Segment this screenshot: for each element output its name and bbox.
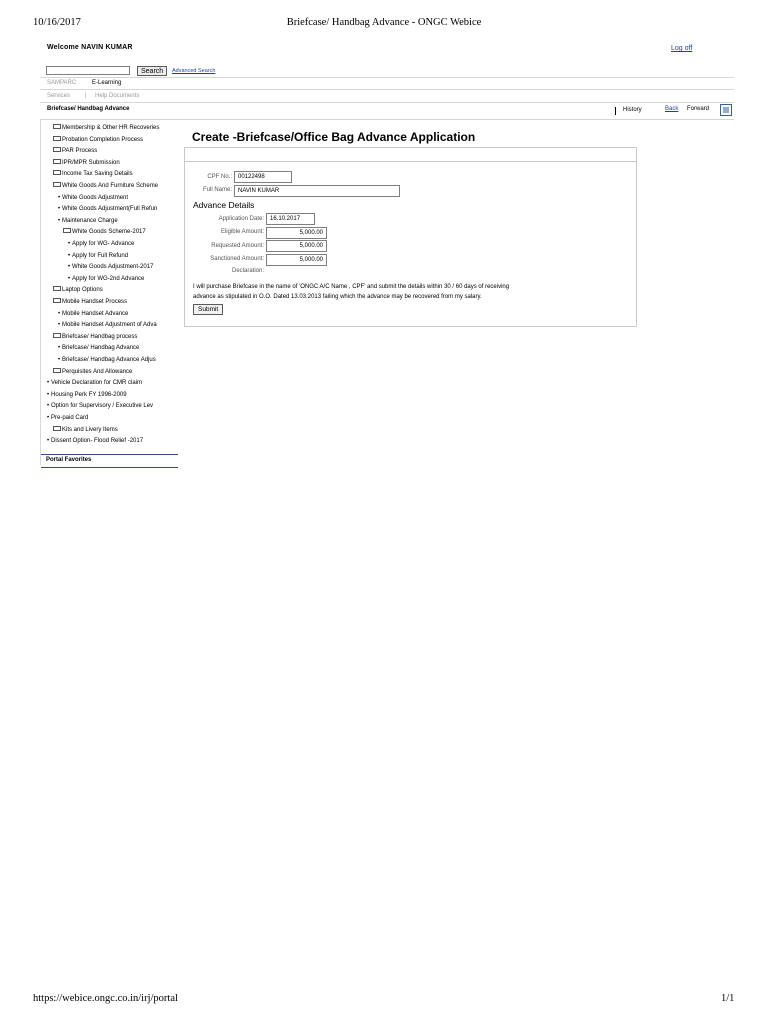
bullet-icon: • <box>57 345 61 352</box>
requested-amount-field[interactable]: 5,000.00 <box>266 240 327 252</box>
print-url: https://webice.ongc.co.in/irj/portal <box>33 993 178 1004</box>
application-date-field[interactable]: 16.10.2017 <box>266 213 315 225</box>
sidebar-item-label: White Goods And Furniture Scheme <box>62 183 159 189</box>
sidebar-item[interactable] <box>53 367 132 379</box>
sidebar-item[interactable] <box>56 309 128 321</box>
declaration-line-1: I will purchase Briefcase in the name of 'ONGC A/C Name , CPF' and submit the details within 30 / 60 days of receiving <box>193 284 510 290</box>
sidebar-item[interactable] <box>45 413 88 425</box>
welcome-message: Welcome NAVIN KUMAR <box>47 44 133 51</box>
sidebar-item-label: Apply for WG-2nd Advance <box>72 275 145 282</box>
folder-icon <box>63 228 71 233</box>
sidebar-item[interactable] <box>66 251 128 263</box>
sidebar-item[interactable] <box>53 297 127 309</box>
submit-button[interactable]: Submit <box>193 304 223 315</box>
sidebar-item[interactable] <box>56 343 139 355</box>
sidebar-item[interactable] <box>45 390 127 402</box>
sidebar-item-label: Option for Supervisory / Executive Lev <box>51 403 154 410</box>
breadcrumb: Briefcase/ Handbag Advance <box>47 106 130 112</box>
header-divider <box>40 119 734 120</box>
favorites-top-rule <box>41 454 178 455</box>
folder-icon <box>53 124 61 129</box>
sidebar-item-label: Apply for Full Refund <box>72 252 129 259</box>
folder-icon <box>53 159 61 164</box>
bullet-icon: • <box>67 264 71 271</box>
declaration-line-2: advance as stipulated in O.O. Dated 13.03.2013 failing which the advance may be recovered from my salary. <box>193 294 482 300</box>
cpf-field[interactable]: 00122498 <box>234 171 292 183</box>
sidebar-item-label: Briefcase/ Handbag process <box>62 333 138 340</box>
application-date-label: Application Date: <box>218 216 264 222</box>
sidebar-item[interactable] <box>53 169 133 181</box>
advanced-search-link[interactable]: Advanced Search <box>172 68 216 74</box>
sidebar-item[interactable] <box>45 378 142 390</box>
sidebar-item-label: Apply for WG- Advance <box>72 241 135 247</box>
page-title: Create -Briefcase/Office Bag Advance Application <box>192 130 476 144</box>
page-menu-icon[interactable] <box>720 104 732 116</box>
subnav-separator: | <box>85 93 87 99</box>
sidebar-item-label: White Goods Adjustment(Full Refun <box>62 206 158 213</box>
eligible-amount-label: Eligible Amount: <box>220 229 264 235</box>
back-link[interactable]: Back <box>665 106 679 112</box>
bullet-icon: • <box>67 252 71 259</box>
full-name-field[interactable]: NAVIN KUMAR <box>234 185 400 197</box>
sidebar-item-label: Mobile Handset Adjustment of Adva <box>62 322 157 329</box>
sidebar-item[interactable] <box>56 204 157 216</box>
eligible-amount-field[interactable]: 5,000.00 <box>266 227 327 239</box>
sidebar-item-label: White Goods Adjustment <box>62 194 129 201</box>
sidebar-item[interactable] <box>45 401 153 413</box>
sidebar-item-label: Mobile Handset Process <box>62 299 128 305</box>
sidebar-item-label: Housing Perk FY 1996-2009 <box>51 391 127 398</box>
bullet-icon: • <box>57 322 61 329</box>
bullet-icon: • <box>57 217 61 224</box>
bullet-icon: • <box>46 438 50 445</box>
search-button[interactable]: Search <box>137 66 167 76</box>
sidebar-item-label: Maintenance Charge <box>62 217 118 224</box>
bullet-icon: • <box>57 206 61 213</box>
subnav-help-documents[interactable]: Help Documents <box>95 93 140 99</box>
sidebar-item-label: IPR/MPR Submission <box>62 159 120 166</box>
bullet-icon: • <box>46 380 50 387</box>
sidebar-item[interactable] <box>53 158 120 170</box>
sidebar-item[interactable] <box>53 135 143 147</box>
cpf-label: CPF No.: <box>207 174 232 180</box>
tab-samparc[interactable]: SAMPARC <box>47 80 77 86</box>
forward-link[interactable]: Forward <box>687 106 710 112</box>
tab-divider <box>40 89 734 90</box>
sanctioned-amount-label: Sanctioned Amount: <box>210 256 264 262</box>
folder-icon <box>53 136 61 141</box>
advance-details-heading: Advance Details <box>193 200 255 210</box>
sidebar-item-label: Pre-paid Card <box>51 415 89 421</box>
sanctioned-amount-field[interactable]: 5,000.00 <box>266 254 327 266</box>
folder-icon <box>53 182 61 187</box>
bullet-icon: • <box>57 357 61 363</box>
sidebar-item[interactable] <box>66 274 144 286</box>
sidebar-item[interactable] <box>56 216 118 228</box>
sidebar-item-label: Laptop Options <box>62 287 103 294</box>
sidebar-item-label: Membership & Other HR Recoveries <box>62 125 160 131</box>
bullet-icon: • <box>46 415 50 421</box>
panel-header-rule <box>185 161 636 162</box>
sidebar-item-label: Perquisites And Allowance <box>62 368 133 375</box>
sidebar-item-label: White Goods Adjustment-2017 <box>72 264 154 271</box>
print-date: 10/16/2017 <box>33 17 81 28</box>
sidebar-item[interactable] <box>45 436 143 448</box>
declaration-label: Declaration: <box>231 268 264 274</box>
print-title: Briefcase/ Handbag Advance - ONGC Webice <box>286 17 482 28</box>
folder-icon <box>53 298 61 303</box>
sidebar-item[interactable] <box>66 262 153 274</box>
folder-icon <box>53 147 61 152</box>
bullet-icon: • <box>57 194 61 201</box>
sidebar-item-label: Probation Completion Process <box>62 136 144 143</box>
sidebar-item-label: PAR Process <box>62 148 98 155</box>
sidebar-nav <box>40 123 178 463</box>
sidebar-item[interactable] <box>53 332 137 344</box>
sidebar-item[interactable] <box>53 123 159 135</box>
sidebar-item[interactable] <box>56 320 157 332</box>
logoff-link[interactable]: Log off <box>671 45 693 52</box>
history-link[interactable]: History <box>623 107 642 113</box>
sidebar-item-label: Kits and Livery Items <box>62 426 118 433</box>
sidebar-item[interactable] <box>56 355 156 367</box>
sidebar-item-label: Income Tax Saving Details <box>62 171 133 178</box>
bullet-icon: • <box>67 241 71 247</box>
folder-icon <box>53 426 61 431</box>
bullet-icon: • <box>57 310 61 317</box>
favorites-bottom-rule <box>41 467 178 468</box>
requested-amount-label: Requested Amount: <box>211 243 264 249</box>
subnav-divider <box>40 102 734 103</box>
sidebar-item[interactable] <box>53 181 158 193</box>
folder-icon <box>53 368 61 373</box>
top-divider <box>40 77 734 78</box>
tab-elearning[interactable]: E-Learning <box>92 80 122 86</box>
search-input[interactable] <box>46 66 130 75</box>
folder-icon <box>53 333 61 338</box>
bullet-icon: • <box>46 403 50 410</box>
subnav-services[interactable]: Services <box>47 93 71 99</box>
sidebar-item-label: Vehicle Declaration for CMR claim <box>51 380 143 387</box>
full-name-label: Full Name: <box>202 187 232 193</box>
sidebar-item[interactable] <box>53 285 103 297</box>
sidebar-item-label: Briefcase/ Handbag Advance <box>62 345 140 352</box>
sidebar-item-label: White Goods Scheme-2017 <box>72 229 146 236</box>
sidebar-item-label: Briefcase/ Handbag Advance Adjus <box>62 357 156 363</box>
sidebar-item[interactable] <box>56 193 128 205</box>
bullet-icon: • <box>67 275 71 282</box>
folder-icon <box>53 286 61 291</box>
history-separator <box>615 107 616 115</box>
portal-favorites-header[interactable]: Portal Favorites <box>46 457 92 463</box>
sidebar-item-label: Dissent Option- Flood Relief -2017 <box>51 438 144 445</box>
sidebar-item[interactable] <box>53 146 97 158</box>
folder-icon <box>53 170 61 175</box>
print-page-number: 1/1 <box>721 993 735 1004</box>
sidebar-item[interactable] <box>63 227 146 239</box>
sidebar-item[interactable] <box>53 425 118 437</box>
bullet-icon: • <box>46 391 50 398</box>
sidebar-item[interactable] <box>66 239 134 251</box>
sidebar-item-label: Mobile Handset Advance <box>62 310 129 317</box>
